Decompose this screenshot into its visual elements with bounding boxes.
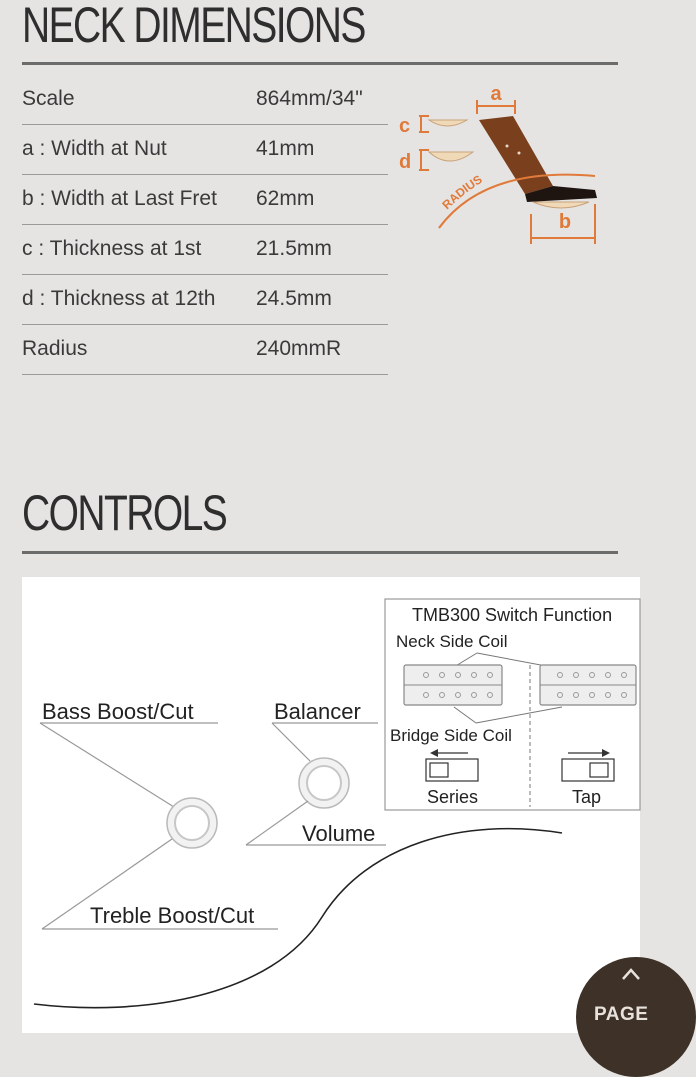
switch-title: TMB300 Switch Function [412, 605, 613, 625]
spec-label: a : Width at Nut [22, 137, 167, 160]
spec-value: 240mmR [256, 337, 342, 360]
series-label: Series [427, 787, 479, 807]
spec-label: Radius [22, 337, 88, 360]
chevron-up-icon[interactable] [620, 966, 642, 982]
bridge-coil-label: Bridge Side Coil [390, 726, 512, 745]
neck-spec-table [22, 75, 388, 375]
spec-row-width-last-fret [22, 175, 388, 225]
page-button-label[interactable]: PAGE [594, 1004, 649, 1025]
treble-knob-label: Treble Boost/Cut [90, 903, 255, 928]
spec-label: d : Thickness at 12th [22, 287, 216, 310]
neck-profile-c [429, 120, 467, 126]
balancer-knob [299, 758, 349, 808]
controls-heading: CONTROLS [22, 485, 227, 541]
neck-diagram [395, 78, 610, 253]
neck-profile-d [429, 152, 473, 161]
spec-value: 41mm [256, 137, 315, 160]
neck-body [479, 116, 553, 194]
bass-knob [167, 798, 217, 848]
volume-knob-label: Volume [302, 821, 376, 846]
leader-line [246, 801, 308, 845]
label-b: b [558, 211, 572, 233]
controls-diagram [22, 577, 640, 1033]
neck-dimensions-heading: NECK DIMENSIONS [22, 0, 365, 53]
spec-value: 21.5mm [256, 237, 332, 260]
fret-marker [518, 152, 521, 155]
spec-label: b : Width at Last Fret [22, 187, 217, 210]
neck-profile-b [533, 202, 589, 208]
heading-divider [22, 551, 618, 554]
label-d: d [399, 151, 412, 173]
spec-label: c : Thickness at 1st [22, 237, 202, 260]
spec-row-scale [22, 75, 388, 125]
spec-label: Scale [22, 87, 75, 110]
spec-row-thickness-1st [22, 225, 388, 275]
pickup-tap [540, 665, 636, 705]
label-c: c [399, 115, 411, 137]
balancer-knob-label: Balancer [274, 699, 361, 724]
spec-row-radius [22, 325, 388, 375]
label-a: a [490, 83, 502, 105]
leader-line [272, 723, 310, 761]
neck-coil-label: Neck Side Coil [396, 632, 508, 651]
controls-diagram-panel [22, 577, 640, 1033]
spec-row-width-nut [22, 125, 388, 175]
spec-value: 24.5mm [256, 287, 332, 310]
fret-marker [506, 145, 509, 148]
spec-value: 62mm [256, 187, 315, 210]
spec-value: 864mm/34" [256, 87, 363, 110]
spec-row-thickness-12th [22, 275, 388, 325]
tap-label: Tap [572, 787, 602, 807]
heading-divider [22, 62, 618, 65]
bass-knob-label: Bass Boost/Cut [42, 699, 194, 724]
label-radius: RADIUS [439, 172, 485, 213]
leader-line [40, 723, 174, 807]
pickup-series [404, 665, 502, 705]
